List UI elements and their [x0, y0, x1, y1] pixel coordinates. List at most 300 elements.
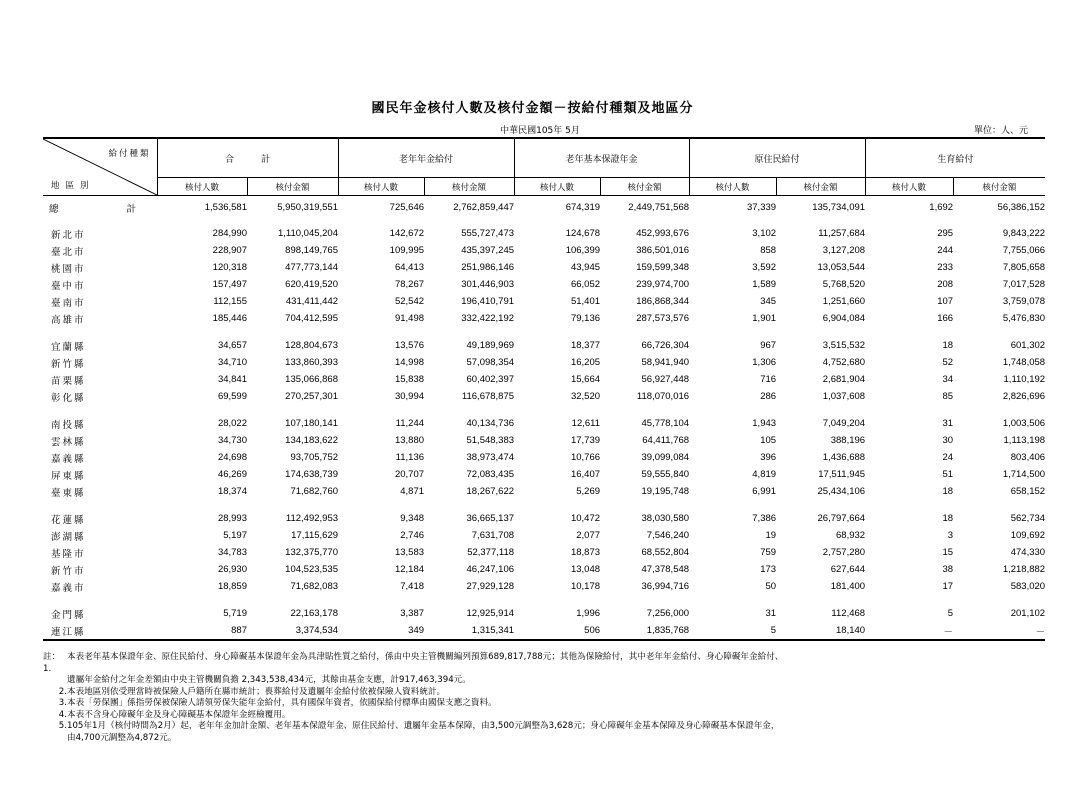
amount-cell: 11,257,684	[818, 228, 866, 239]
area-name-text: 屏東縣	[51, 470, 86, 482]
amount-cell: 58,941,940	[641, 357, 690, 368]
table-row	[43, 510, 1045, 527]
persons-cell: 15	[942, 547, 954, 558]
area-name	[43, 276, 157, 293]
amount-cell: 5,768,520	[822, 279, 866, 290]
amount-cell: 49,189,969	[466, 340, 515, 351]
amount-cell: 159,599,348	[636, 262, 690, 273]
persons-cell: 34	[942, 374, 954, 385]
amount-cell: 1,218,882	[1002, 564, 1046, 575]
persons-cell: 17	[942, 581, 954, 592]
area-name	[43, 337, 157, 354]
persons-cell: －	[865, 622, 953, 640]
amount-cell: 1,251,660	[822, 296, 866, 307]
spacer-row	[43, 500, 1045, 510]
amount-cell: 6,904,084	[822, 313, 866, 324]
amount-cell: 5,476,830	[1002, 313, 1046, 324]
persons-cell: 26,930	[217, 564, 247, 575]
note-continuation: 遺屬年金給付之年金差額由中央主管機關負擔 2,343,538,434元，其餘由基金支應，計917,463,394元。	[67, 675, 471, 685]
amount-cell: 109,692	[1010, 530, 1046, 541]
amount-cell: 1,003,506	[1002, 418, 1046, 429]
sub-header-amount: 核付金額	[953, 178, 1045, 196]
amount-cell: 4,752,680	[822, 357, 866, 368]
area-name	[43, 432, 157, 449]
area-name	[43, 510, 157, 527]
persons-cell: 12,184	[394, 564, 425, 575]
note-line	[43, 721, 1053, 733]
spacer-row	[43, 215, 1045, 225]
table-row	[43, 622, 1045, 640]
table-row	[43, 483, 1045, 500]
amount-cell: 135,734,091	[812, 202, 866, 213]
persons-cell: 5	[689, 622, 776, 640]
amount-cell: 287,573,576	[636, 313, 690, 324]
table-row	[43, 466, 1045, 483]
amount-cell: 601,302	[1010, 340, 1046, 351]
persons-cell: 34,841	[217, 374, 247, 385]
amount-cell: 112,492,953	[285, 513, 339, 524]
persons-cell: 1,589	[752, 279, 777, 290]
type-label: 給付種類	[108, 148, 151, 158]
persons-cell: 7,386	[752, 513, 777, 524]
area-name-text: 連江縣	[51, 626, 86, 638]
amount-cell: 135,066,868	[285, 374, 339, 385]
persons-cell: 12,611	[571, 418, 601, 429]
persons-cell: 142,672	[389, 228, 425, 239]
persons-cell: 13,880	[394, 435, 425, 446]
page-title: 國民年金核付人數及核付金額－按給付種類及地區分	[371, 101, 694, 116]
persons-cell: 18	[942, 340, 954, 351]
amount-cell: 128,804,673	[285, 340, 339, 351]
table-body	[43, 196, 1045, 641]
persons-cell: 10,766	[570, 452, 601, 463]
amount-cell: 1,110,192	[1003, 374, 1046, 385]
amount-cell: 239,974,700	[636, 279, 690, 290]
persons-cell: 120,318	[212, 262, 247, 273]
table-corner-header	[43, 138, 157, 196]
area-name-text: 宜蘭縣	[51, 341, 86, 353]
group-header-basic-guarantee: 老年基本保證年金	[514, 138, 689, 178]
amount-cell: 7,546,240	[646, 530, 690, 541]
persons-cell: 2,746	[400, 530, 425, 541]
amount-cell: 107,180,141	[285, 418, 339, 429]
amount-cell: 71,682,760	[290, 486, 339, 497]
area-name	[43, 561, 157, 578]
group-header-old-age: 老年年金給付	[338, 138, 514, 178]
persons-cell: 13,583	[394, 547, 425, 558]
area-name-text: 嘉義市	[51, 582, 86, 594]
amount-cell: 18,140	[776, 622, 865, 640]
amount-cell: 583,020	[1010, 581, 1046, 592]
amount-cell: 45,778,104	[641, 418, 690, 429]
area-name	[43, 449, 157, 466]
note-continuation: 由4,700元調整為4,872元。	[67, 732, 177, 743]
area-name	[43, 310, 157, 327]
persons-cell: 112,155	[213, 296, 247, 307]
amount-cell: 2,826,696	[1002, 391, 1046, 402]
amount-cell: 7,805,658	[1002, 262, 1046, 273]
persons-cell: 31	[942, 418, 954, 429]
area-name-text: 桃園市	[51, 263, 86, 275]
persons-cell: 20,707	[394, 469, 425, 480]
persons-cell: 34,730	[217, 435, 247, 446]
amount-cell: 196,410,791	[461, 296, 515, 307]
amount-cell: 181,400	[830, 581, 866, 592]
amount-cell: 36,665,137	[466, 513, 515, 524]
amount-cell: 116,678,875	[461, 391, 515, 402]
note-text: 本表老年基本保證年金、原住民給付、身心障礙基本保證年金為具津貼性質之給付，係由中央主管機關編列預算689,817,788元；其他為保險給付，其中老年年金給付、身心障礙年金給付、	[67, 652, 784, 662]
spacer-cell	[43, 327, 1045, 337]
amount-cell: 68,932	[836, 530, 866, 541]
amount-cell: 93,705,752	[290, 452, 339, 463]
note-line	[43, 710, 1053, 722]
area-name	[43, 293, 157, 310]
persons-cell: 52	[942, 357, 954, 368]
amount-cell: 1,748,058	[1002, 357, 1046, 368]
amount-cell: 7,631,708	[471, 530, 515, 541]
persons-cell: 19	[765, 530, 777, 541]
note-text: 本表地區別依受理當時被保險人戶籍所在縣市統計；喪葬給付及遺屬年金給付依被保險人資料統計。	[67, 686, 446, 697]
table-row	[43, 561, 1045, 578]
amount-cell: 56,927,448	[641, 374, 690, 385]
persons-cell: 109,995	[389, 245, 425, 256]
amount-cell: 56,386,152	[997, 202, 1046, 213]
area-name	[43, 622, 157, 640]
amount-cell: 7,049,204	[822, 418, 866, 429]
amount-cell: 13,053,544	[817, 262, 866, 273]
group-header-total: 合 計	[157, 138, 338, 178]
persons-cell: 3,102	[752, 228, 777, 239]
persons-cell: 166	[937, 313, 954, 324]
amount-cell: 301,446,903	[461, 279, 515, 290]
amount-cell: －	[953, 622, 1045, 640]
amount-cell: 38,030,580	[641, 513, 690, 524]
sub-header-persons: 核付人數	[338, 178, 424, 196]
area-name	[43, 578, 157, 595]
persons-cell: 64,413	[394, 262, 425, 273]
persons-cell: 79,136	[570, 313, 601, 324]
amount-cell: 38,973,474	[466, 452, 515, 463]
persons-cell: 37,339	[746, 202, 777, 213]
report-date: 中華民國105年 5月	[500, 126, 580, 136]
area-name	[43, 466, 157, 483]
note-text: 本表「勞保團」係指勞保被保險人請領勞保失能年金給付，具有國保年資者，依國保給付標準由國保支應之資料。	[67, 698, 497, 708]
persons-cell: 5	[947, 608, 954, 619]
amount-cell: 7,256,000	[646, 608, 690, 619]
amount-cell: 627,644	[830, 564, 866, 575]
persons-cell: 105	[760, 435, 777, 446]
area-name	[43, 605, 157, 622]
amount-cell: 17,115,629	[291, 530, 339, 541]
persons-cell: 1,901	[752, 313, 777, 324]
persons-cell: 66,052	[570, 279, 601, 290]
persons-cell: 674,319	[565, 202, 601, 213]
amount-cell: 59,555,840	[641, 469, 690, 480]
sub-header-persons: 核付人數	[689, 178, 776, 196]
amount-cell: 2,757,280	[822, 547, 866, 558]
amount-cell: 474,330	[1010, 547, 1046, 558]
persons-cell: 1,943	[752, 418, 777, 429]
area-name	[43, 527, 157, 544]
amount-cell: 803,406	[1010, 452, 1046, 463]
area-name-text: 臺中市	[51, 280, 86, 292]
persons-cell: 5,269	[576, 486, 601, 497]
persons-cell: 85	[942, 391, 954, 402]
persons-cell: 10,178	[570, 581, 601, 592]
persons-cell: 295	[937, 228, 954, 239]
amount-cell: 2,762,859,447	[453, 202, 515, 213]
amount-cell: 1,037,608	[822, 391, 866, 402]
amount-cell: 118,070,016	[636, 391, 690, 402]
persons-cell: 725,646	[389, 202, 425, 213]
persons-cell: 967	[760, 340, 777, 351]
sub-header-persons: 核付人數	[157, 178, 247, 196]
amount-cell: 388,196	[830, 435, 866, 446]
persons-cell: 858	[760, 245, 777, 256]
persons-cell: 3,387	[400, 608, 425, 619]
spacer-cell	[43, 405, 1045, 415]
spacer-row	[43, 595, 1045, 605]
spacer-cell	[43, 215, 1045, 225]
amount-cell: 2,681,904	[822, 374, 866, 385]
area-name-text: 新北市	[51, 229, 86, 241]
note-number: 3.	[58, 698, 67, 708]
amount-cell: 71,682,083	[290, 581, 339, 592]
persons-cell: 38	[942, 564, 954, 575]
persons-cell: 51,401	[570, 296, 601, 307]
amount-cell: 66,726,304	[641, 340, 690, 351]
amount-cell: 26,797,664	[817, 513, 866, 524]
note-number: 4.	[58, 709, 67, 720]
amount-cell: 132,375,770	[285, 547, 339, 558]
amount-cell: 18,267,622	[466, 486, 515, 497]
area-name	[43, 259, 157, 276]
table-row	[43, 605, 1045, 622]
spacer-row	[43, 405, 1045, 415]
persons-cell: 349	[338, 622, 424, 640]
sub-header-amount: 核付金額	[776, 178, 865, 196]
amount-cell: 7,755,066	[1002, 245, 1046, 256]
amount-cell: 562,734	[1010, 513, 1046, 524]
persons-cell: 15,838	[394, 374, 425, 385]
persons-cell: 28,993	[217, 513, 247, 524]
amount-cell: 40,134,736	[466, 418, 515, 429]
persons-cell: 716	[760, 374, 777, 385]
unit-label: 單位：人、元	[973, 126, 1028, 136]
amount-cell: 251,986,146	[461, 262, 515, 273]
persons-cell: 11,136	[395, 452, 425, 463]
amount-cell: 39,099,084	[641, 452, 690, 463]
note-text: 105年1月（核付時間為2月）起，老年年金加計金額、老年基本保證年金、原住民給付、遺屬年金基本保障，由3,500元調整為3,628元；身心障礙年金基本保障及身心障礙基本保證年金，	[67, 721, 780, 731]
group-header-indigenous: 原住民給付	[689, 138, 865, 178]
persons-cell: 51	[942, 469, 954, 480]
persons-cell: 18,873	[570, 547, 601, 558]
amount-cell: 1,110,045,204	[277, 228, 339, 239]
area-name-text: 彰化縣	[51, 392, 86, 404]
amount-cell: 3,374,534	[247, 622, 338, 640]
amount-cell: 332,422,192	[461, 313, 515, 324]
persons-cell: 24	[942, 452, 954, 463]
area-name	[43, 371, 157, 388]
amount-cell: 47,378,548	[641, 564, 690, 575]
amount-cell: 1,714,500	[1002, 469, 1046, 480]
persons-cell: 30,994	[394, 391, 425, 402]
persons-cell: 34,710	[217, 357, 247, 368]
table-row	[43, 578, 1045, 595]
persons-cell: 30	[942, 435, 954, 446]
amount-cell: 174,638,739	[285, 469, 339, 480]
area-name	[43, 388, 157, 405]
area-label: 地區別	[51, 180, 95, 190]
amount-cell: 1,315,341	[424, 622, 514, 640]
area-name-text: 基隆市	[51, 548, 86, 560]
persons-cell: 185,446	[212, 313, 247, 324]
amount-cell: 201,102	[1010, 608, 1046, 619]
area-name-text: 臺北市	[51, 246, 86, 258]
table-row	[43, 527, 1045, 544]
area-name-text: 新竹縣	[51, 358, 86, 370]
amount-cell: 68,552,804	[641, 547, 690, 558]
persons-cell: 286	[760, 391, 777, 402]
table-row	[43, 544, 1045, 561]
persons-cell: 759	[760, 547, 777, 558]
table-row	[43, 196, 1045, 216]
pension-table	[43, 137, 1045, 641]
table-row	[43, 310, 1045, 327]
persons-cell: 18,377	[570, 340, 601, 351]
note-line	[43, 698, 1053, 710]
persons-cell: 284,990	[212, 228, 247, 239]
table-row	[43, 415, 1045, 432]
persons-cell: 173	[760, 564, 777, 575]
amount-cell: 19,195,748	[641, 486, 690, 497]
table-row	[43, 371, 1045, 388]
persons-cell: 124,678	[565, 228, 601, 239]
amount-cell: 3,515,532	[822, 340, 866, 351]
amount-cell: 12,925,914	[466, 608, 515, 619]
amount-cell: 435,397,245	[461, 245, 515, 256]
persons-cell: 244	[937, 245, 954, 256]
amount-cell: 186,868,344	[636, 296, 690, 307]
persons-cell: 157,497	[212, 279, 247, 290]
amount-cell: 134,183,622	[285, 435, 339, 446]
amount-cell: 431,411,442	[285, 296, 339, 307]
amount-cell: 25,434,106	[817, 486, 866, 497]
persons-cell: 1,692	[929, 202, 954, 213]
note-line	[43, 687, 1053, 699]
sub-header-persons: 核付人數	[514, 178, 600, 196]
persons-cell: 18	[942, 513, 954, 524]
persons-cell: 34,657	[217, 340, 247, 351]
amount-cell: 2,449,751,568	[628, 202, 690, 213]
persons-cell: 6,991	[752, 486, 777, 497]
area-name	[43, 354, 157, 371]
area-name-text: 澎湖縣	[51, 531, 86, 543]
persons-cell: 2,077	[576, 530, 601, 541]
persons-cell: 43,945	[570, 262, 601, 273]
amount-cell: 133,860,393	[285, 357, 339, 368]
sub-header-amount: 核付金額	[247, 178, 338, 196]
persons-cell: 91,498	[394, 313, 425, 324]
persons-cell: 9,348	[400, 513, 425, 524]
table-row	[43, 337, 1045, 354]
area-name	[43, 225, 157, 242]
persons-cell: 15,664	[570, 374, 601, 385]
persons-cell: 233	[937, 262, 954, 273]
persons-cell: 14,998	[394, 357, 425, 368]
persons-cell: 506	[514, 622, 600, 640]
amount-cell: 9,843,222	[1002, 228, 1046, 239]
persons-cell: 32,520	[570, 391, 601, 402]
note-number: 註：1.	[43, 652, 61, 674]
area-name	[43, 415, 157, 432]
amount-cell: 5,950,319,551	[277, 202, 339, 213]
area-name	[43, 483, 157, 500]
area-name-text: 南投縣	[51, 419, 86, 431]
amount-cell: 386,501,016	[636, 245, 690, 256]
persons-cell: 13,048	[570, 564, 601, 575]
persons-cell: 396	[760, 452, 777, 463]
table-row	[43, 276, 1045, 293]
persons-cell: 345	[760, 296, 777, 307]
persons-cell: 69,599	[217, 391, 247, 402]
spacer-cell	[43, 500, 1045, 510]
area-name-text: 金門縣	[51, 609, 86, 621]
amount-cell: 7,017,528	[1002, 279, 1046, 290]
persons-cell: 13,576	[394, 340, 425, 351]
persons-cell: 50	[765, 581, 777, 592]
persons-cell: 18	[942, 486, 954, 497]
area-name: 總 計	[49, 203, 143, 215]
persons-cell: 3	[947, 530, 954, 541]
amount-cell: 270,257,301	[285, 391, 339, 402]
amount-cell: 658,152	[1010, 486, 1046, 497]
persons-cell: 228,907	[212, 245, 247, 256]
area-name-text: 花蓮縣	[51, 514, 86, 526]
persons-cell: 7,418	[400, 581, 425, 592]
persons-cell: 18,374	[217, 486, 247, 497]
amount-cell: 51,548,383	[466, 435, 515, 446]
spacer-row	[43, 327, 1045, 337]
amount-cell: 3,127,208	[822, 245, 866, 256]
persons-cell: 10,472	[570, 513, 601, 524]
persons-cell: 107	[937, 296, 954, 307]
amount-cell: 17,511,945	[818, 469, 866, 480]
amount-cell: 60,402,397	[466, 374, 515, 385]
amount-cell: 555,727,473	[461, 228, 515, 239]
table-row	[43, 242, 1045, 259]
table-row	[43, 388, 1045, 405]
amount-cell: 1,436,688	[822, 452, 866, 463]
persons-cell: 16,407	[570, 469, 601, 480]
amount-cell: 452,993,676	[636, 228, 690, 239]
amount-cell: 3,759,078	[1002, 296, 1046, 307]
persons-cell: 28,022	[217, 418, 247, 429]
sub-header-amount: 核付金額	[424, 178, 514, 196]
amount-cell: 27,929,128	[466, 581, 515, 592]
persons-cell: 5,719	[223, 608, 247, 619]
persons-cell: 4,819	[752, 469, 777, 480]
amount-cell: 36,994,716	[641, 581, 690, 592]
amount-cell: 72,083,435	[466, 469, 515, 480]
table-row	[43, 259, 1045, 276]
amount-cell: 104,523,535	[285, 564, 339, 575]
persons-cell: 3,592	[752, 262, 777, 273]
group-header-maternity: 生育給付	[865, 138, 1045, 178]
amount-cell: 57,098,354	[466, 357, 515, 368]
sub-header-row	[43, 178, 1045, 196]
persons-cell: 17,739	[570, 435, 601, 446]
